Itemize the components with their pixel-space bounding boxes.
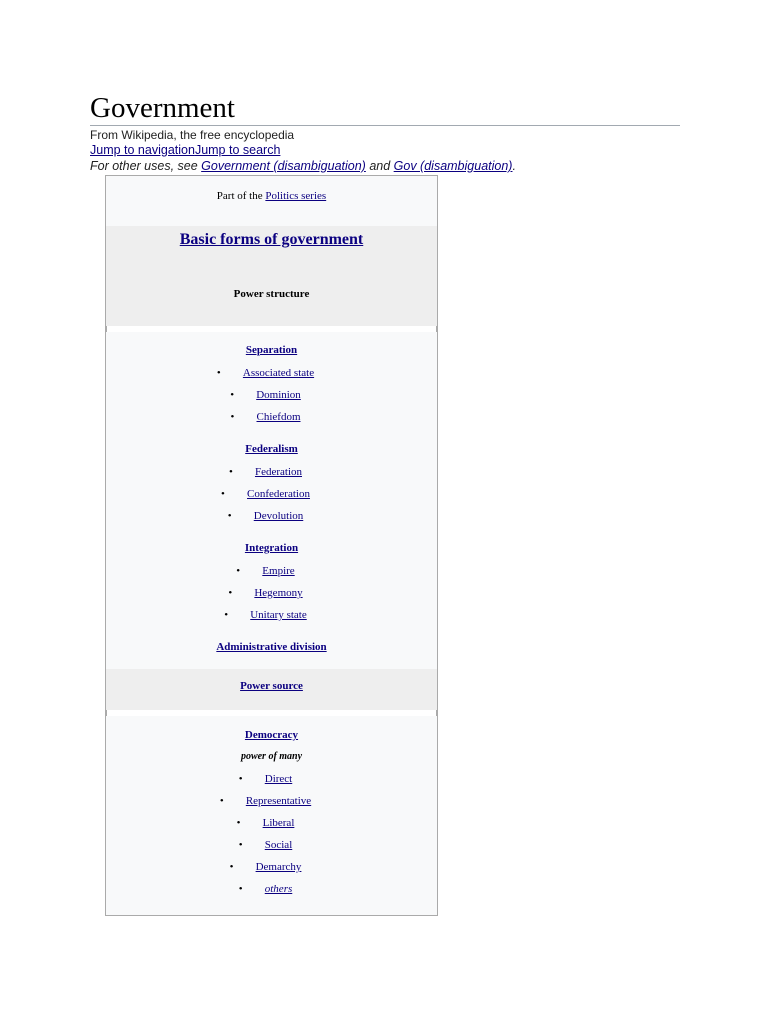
- federalism-link[interactable]: Federalism: [245, 443, 298, 455]
- power-structure-list: [106, 332, 437, 669]
- unitary-state-link[interactable]: Unitary state: [250, 609, 307, 621]
- devolution-link[interactable]: Devolution: [253, 510, 304, 522]
- power-structure-label: Power structure: [233, 288, 310, 300]
- title-divider: [90, 125, 680, 126]
- bullet: [239, 772, 265, 786]
- democracy-link[interactable]: Democracy: [244, 729, 299, 741]
- bullet: [239, 838, 265, 852]
- federation-link[interactable]: Federation: [254, 466, 303, 478]
- associated-state-link[interactable]: Associated state: [242, 367, 315, 379]
- part-of-series: [106, 176, 437, 226]
- bullet: [230, 860, 256, 874]
- jump-to-navigation-link[interactable]: Jump to navigation: [90, 143, 195, 157]
- others-link[interactable]: others: [264, 883, 293, 895]
- chiefdom-link[interactable]: Chiefdom: [256, 411, 301, 423]
- social-link[interactable]: Social: [264, 839, 293, 851]
- politics-series-link[interactable]: Politics series: [265, 190, 327, 202]
- jump-links: [90, 143, 280, 157]
- bullet: [229, 465, 255, 479]
- hegemony-link[interactable]: Hegemony: [254, 587, 303, 599]
- hatnote-suffix: .: [512, 159, 516, 173]
- jump-to-search-link[interactable]: Jump to search: [194, 143, 281, 157]
- liberal-link[interactable]: Liberal: [262, 817, 295, 829]
- bullet: [239, 882, 265, 896]
- direct-link[interactable]: Direct: [264, 773, 293, 785]
- bullet: [228, 586, 254, 600]
- site-tagline: From Wikipedia, the free encyclopedia: [90, 128, 295, 142]
- integration-link[interactable]: Integration: [244, 542, 299, 554]
- bullet: [220, 794, 246, 808]
- administrative-division-link[interactable]: Administrative division: [216, 641, 327, 653]
- bullet: [236, 564, 262, 578]
- sidebar-heading-section: [106, 226, 437, 271]
- democracy-subtitle: power of many: [240, 751, 303, 762]
- separation-link[interactable]: Separation: [245, 344, 298, 356]
- bullet: [237, 816, 263, 830]
- bullet: [224, 608, 250, 622]
- demarchy-link[interactable]: Demarchy: [255, 861, 302, 873]
- representative-link[interactable]: Representative: [245, 795, 312, 807]
- part-of-prefix: Part of the: [216, 190, 266, 202]
- power-structure-header: [106, 271, 437, 326]
- power-source-link[interactable]: Power source: [240, 680, 303, 692]
- hatnote: [90, 159, 516, 173]
- confederation-link[interactable]: Confederation: [247, 488, 310, 500]
- bullet: [231, 410, 257, 424]
- bullet: [221, 487, 247, 501]
- power-source-header: [106, 669, 437, 710]
- dominion-link[interactable]: Dominion: [256, 389, 301, 401]
- empire-link[interactable]: Empire: [262, 565, 295, 577]
- gov-disambiguation-link[interactable]: Gov (disambiguation): [393, 159, 513, 173]
- basic-forms-heading-link[interactable]: Basic forms of government: [179, 231, 364, 248]
- politics-sidebar: [105, 175, 438, 916]
- hatnote-prefix: For other uses, see: [90, 159, 202, 173]
- government-disambiguation-link[interactable]: Government (disambiguation): [201, 159, 366, 173]
- bullet: [228, 509, 254, 523]
- hatnote-middle: and: [365, 159, 394, 173]
- power-source-list: [106, 716, 437, 915]
- bullet: [217, 366, 243, 380]
- page-title: Government: [90, 92, 235, 124]
- bullet: [230, 388, 256, 402]
